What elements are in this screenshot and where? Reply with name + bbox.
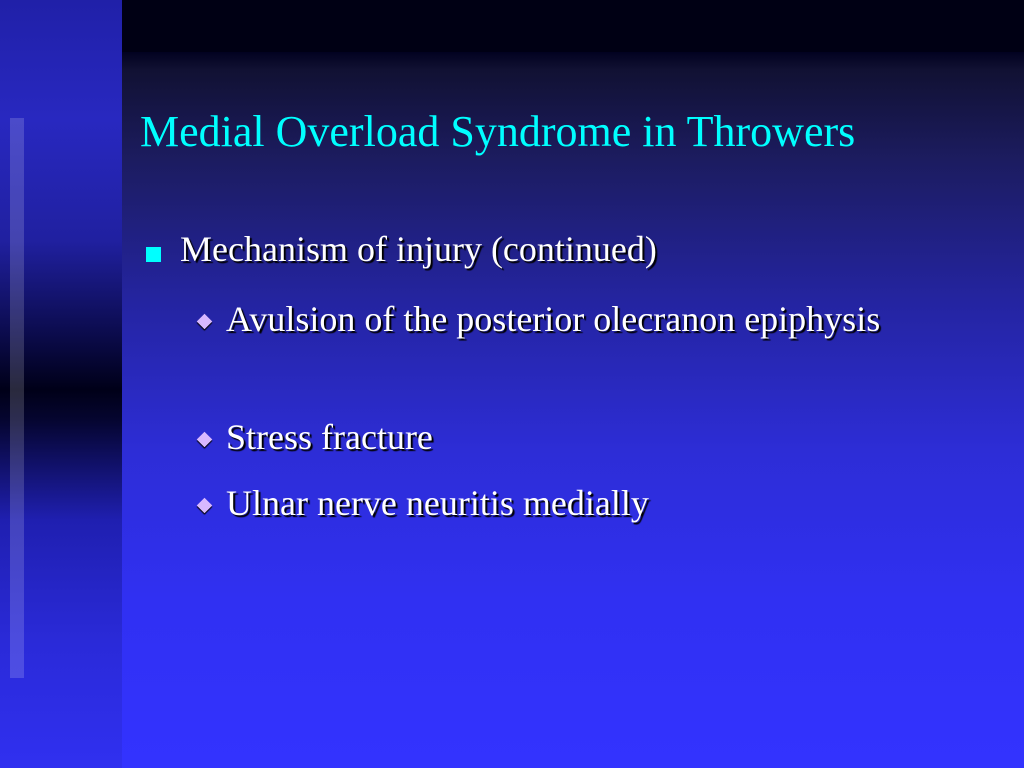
side-decoration-bar [0, 0, 122, 768]
diamond-bullet-icon [197, 432, 213, 448]
diamond-bullet-icon [197, 314, 213, 330]
side-square-pattern [8, 118, 26, 678]
diamond-bullet-icon [197, 498, 213, 514]
sub-bullet-1: Avulsion of the posterior olecranon epiphysis [226, 299, 881, 339]
sub-bullet-3: Ulnar nerve neuritis medially [226, 483, 649, 523]
main-bullet-text: Mechanism of injury (continued) [180, 229, 657, 269]
square-bullet-icon [146, 247, 161, 262]
slide-title: Medial Overload Syndrome in Throwers [140, 107, 856, 156]
sub-bullet-2: Stress fracture [226, 417, 433, 457]
top-dark-band [122, 0, 1024, 52]
